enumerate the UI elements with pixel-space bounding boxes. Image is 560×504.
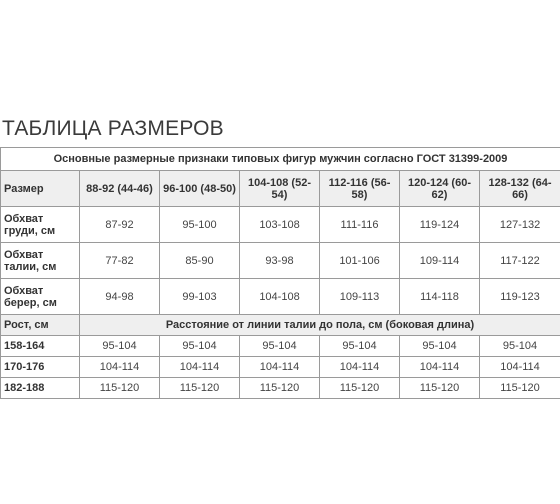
table-cell: 95-104 [320, 336, 400, 357]
height-row-label: 170-176 [1, 357, 80, 378]
table-cell: 87-92 [80, 207, 160, 243]
table-cell: 111-116 [320, 207, 400, 243]
table-cell: 104-114 [480, 357, 560, 378]
height-label: Рост, см [1, 315, 80, 336]
length-caption: Расстояние от линии талии до пола, см (боковая длина) [80, 315, 560, 336]
table-cell: 95-104 [480, 336, 560, 357]
table-cell: 95-104 [80, 336, 160, 357]
table-cell: 127-132 [480, 207, 560, 243]
table-cell: 115-120 [320, 378, 400, 399]
table-cell: 95-104 [240, 336, 320, 357]
table-row [1, 207, 560, 243]
table-cell: 104-114 [400, 357, 480, 378]
table-cell: 77-82 [80, 243, 160, 279]
size-table [0, 147, 560, 399]
measure-label: Обхват талии, см [1, 243, 80, 279]
table-cell: 114-118 [400, 279, 480, 315]
table-cell: 99-103 [160, 279, 240, 315]
table-cell: 104-114 [240, 357, 320, 378]
table-cell: 85-90 [160, 243, 240, 279]
measure-label: Обхват груди, см [1, 207, 80, 243]
table-row [1, 279, 560, 315]
table-cell: 109-113 [320, 279, 400, 315]
size-label: Размер [1, 171, 80, 207]
table-cell: 104-114 [160, 357, 240, 378]
table-cell: 115-120 [480, 378, 560, 399]
table-cell: 115-120 [240, 378, 320, 399]
table-row [1, 378, 560, 399]
table-cell: 104-108 [240, 279, 320, 315]
size-header-cell: 104-108 (52-54) [240, 171, 320, 207]
table-row [1, 336, 560, 357]
table-cell: 115-120 [80, 378, 160, 399]
table-caption: Основные размерные признаки типовых фигур мужчин согласно ГОСТ 31399-2009 [1, 148, 560, 171]
table-cell: 93-98 [240, 243, 320, 279]
size-header-cell: 128-132 (64-66) [480, 171, 560, 207]
page-title: ТАБЛИЦА РАЗМЕРОВ [2, 117, 224, 140]
table-cell: 95-104 [160, 336, 240, 357]
table-cell: 117-122 [480, 243, 560, 279]
table-cell: 103-108 [240, 207, 320, 243]
table-row [1, 243, 560, 279]
table-row [1, 357, 560, 378]
table-cell: 119-123 [480, 279, 560, 315]
table-cell: 104-114 [320, 357, 400, 378]
height-header-row [1, 315, 560, 336]
size-header-cell: 120-124 (60-62) [400, 171, 480, 207]
size-header-row [1, 171, 560, 207]
table-cell: 101-106 [320, 243, 400, 279]
table-cell: 115-120 [400, 378, 480, 399]
size-header-cell: 96-100 (48-50) [160, 171, 240, 207]
height-row-label: 158-164 [1, 336, 80, 357]
height-row-label: 182-188 [1, 378, 80, 399]
table-cell: 95-100 [160, 207, 240, 243]
table-cell: 104-114 [80, 357, 160, 378]
size-header-cell: 112-116 (56-58) [320, 171, 400, 207]
table-cell: 109-114 [400, 243, 480, 279]
table-cell: 119-124 [400, 207, 480, 243]
table-cell: 115-120 [160, 378, 240, 399]
table-cell: 95-104 [400, 336, 480, 357]
table-cell: 94-98 [80, 279, 160, 315]
size-header-cell: 88-92 (44-46) [80, 171, 160, 207]
measure-label: Обхват берер, см [1, 279, 80, 315]
